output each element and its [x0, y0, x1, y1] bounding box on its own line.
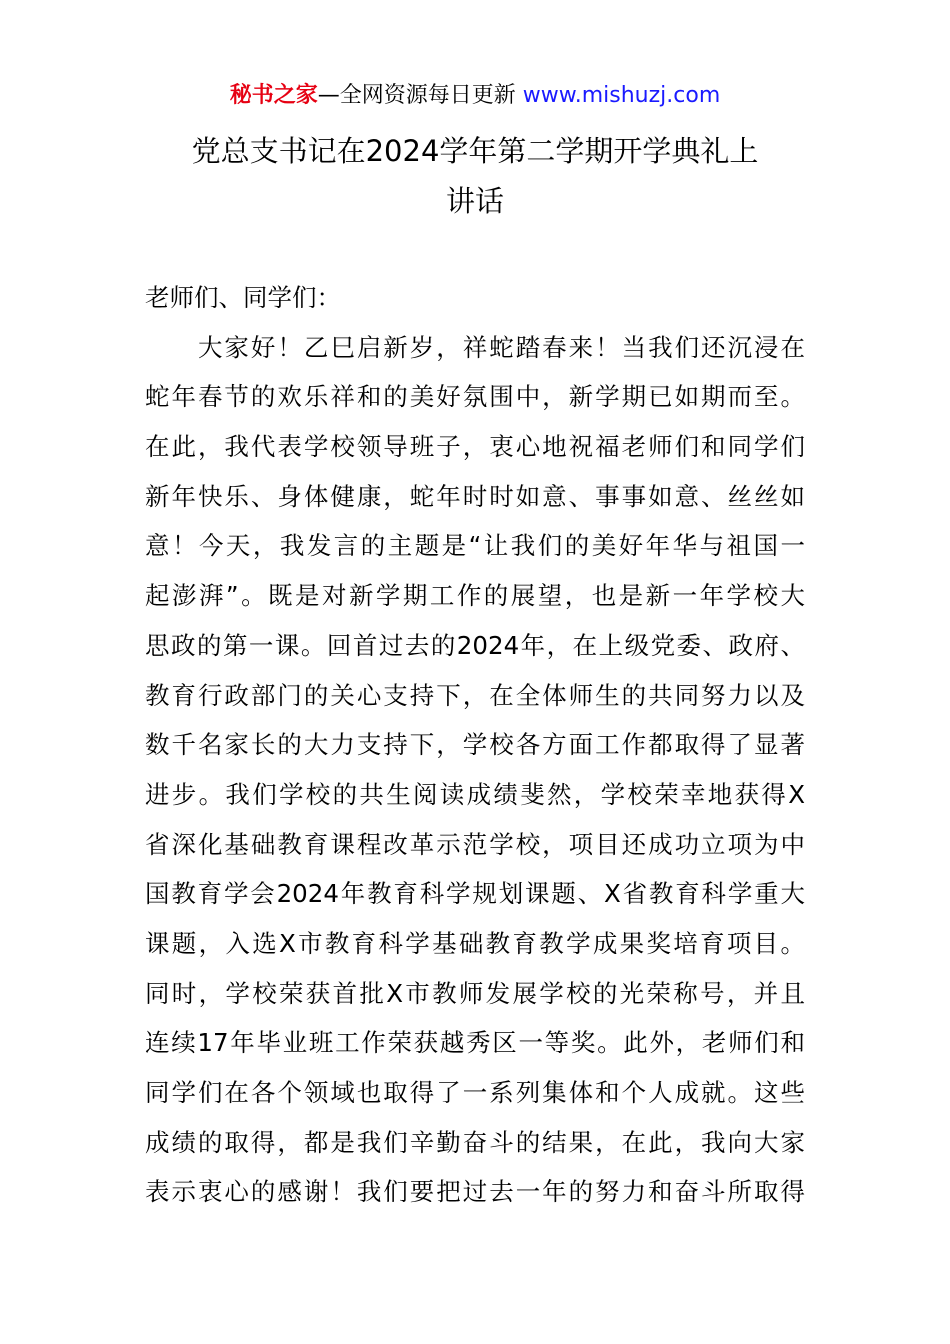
salutation: 老师们、同学们： [145, 283, 341, 312]
brand-name: 秘书之家 [229, 83, 318, 108]
body-line: 进步。我们学校的共生阅读成绩斐然，学校荣幸地获得X [145, 779, 805, 809]
body-line: 思政的第一课。回首过去的2024年，在上级党委、政府、 [145, 630, 805, 660]
title-line-2: 讲话 [445, 184, 504, 218]
body-line: 省深化基础教育课程改革示范学校，项目还成功立项为中 [145, 829, 805, 859]
body-line: 国教育学会2024年教育科学规划课题、X省教育科学重大 [145, 879, 805, 909]
body-line: 起澎湃”。既是对新学期工作的展望，也是新一年学校大 [145, 581, 805, 611]
body-line: 同学们在各个领域也取得了一系列集体和个人成就。这些 [145, 1078, 805, 1107]
body-line: 表示衷心的感谢！我们要把过去一年的努力和奋斗所取得 [145, 1177, 805, 1207]
body-line: 大家好！乙巳启新岁，祥蛇踏春来！当我们还沉浸在 [145, 332, 805, 362]
body-line: 蛇年春节的欢乐祥和的美好氛围中，新学期已如期而至。 [145, 382, 805, 412]
body-line: 连续17年毕业班工作荣获越秀区一等奖。此外，老师们和 [145, 1028, 805, 1058]
title-line-1: 党总支书记在2024学年第二学期开学典礼上 [191, 134, 759, 168]
body-line: 教育行政部门的关心支持下，在全体师生的共同努力以及 [145, 680, 805, 710]
body-line: 数千名家长的大力支持下，学校各方面工作都取得了显著 [145, 730, 805, 760]
body-line: 成绩的取得，都是我们辛勤奋斗的结果，在此，我向大家 [145, 1127, 805, 1157]
body-line: 同时，学校荣获首批X市教师发展学校的光荣称号，并且 [145, 978, 805, 1008]
body-line: 课题，入选X市教育科学基础教育教学成果奖培育项目。 [145, 928, 805, 958]
speech-body [145, 273, 805, 1217]
document-title [145, 126, 805, 226]
site-url-link[interactable]: www.mishuzj.com [522, 83, 721, 108]
site-header [0, 80, 950, 112]
body-line: 意！今天，我发言的主题是“让我们的美好年华与祖国一 [145, 531, 805, 561]
header-tagline: —全网资源每日更新 [317, 83, 523, 108]
body-line: 新年快乐、身体健康，蛇年时时如意、事事如意、丝丝如 [145, 481, 805, 511]
body-line: 在此，我代表学校领导班子，衷心地祝福老师们和同学们 [145, 432, 805, 462]
